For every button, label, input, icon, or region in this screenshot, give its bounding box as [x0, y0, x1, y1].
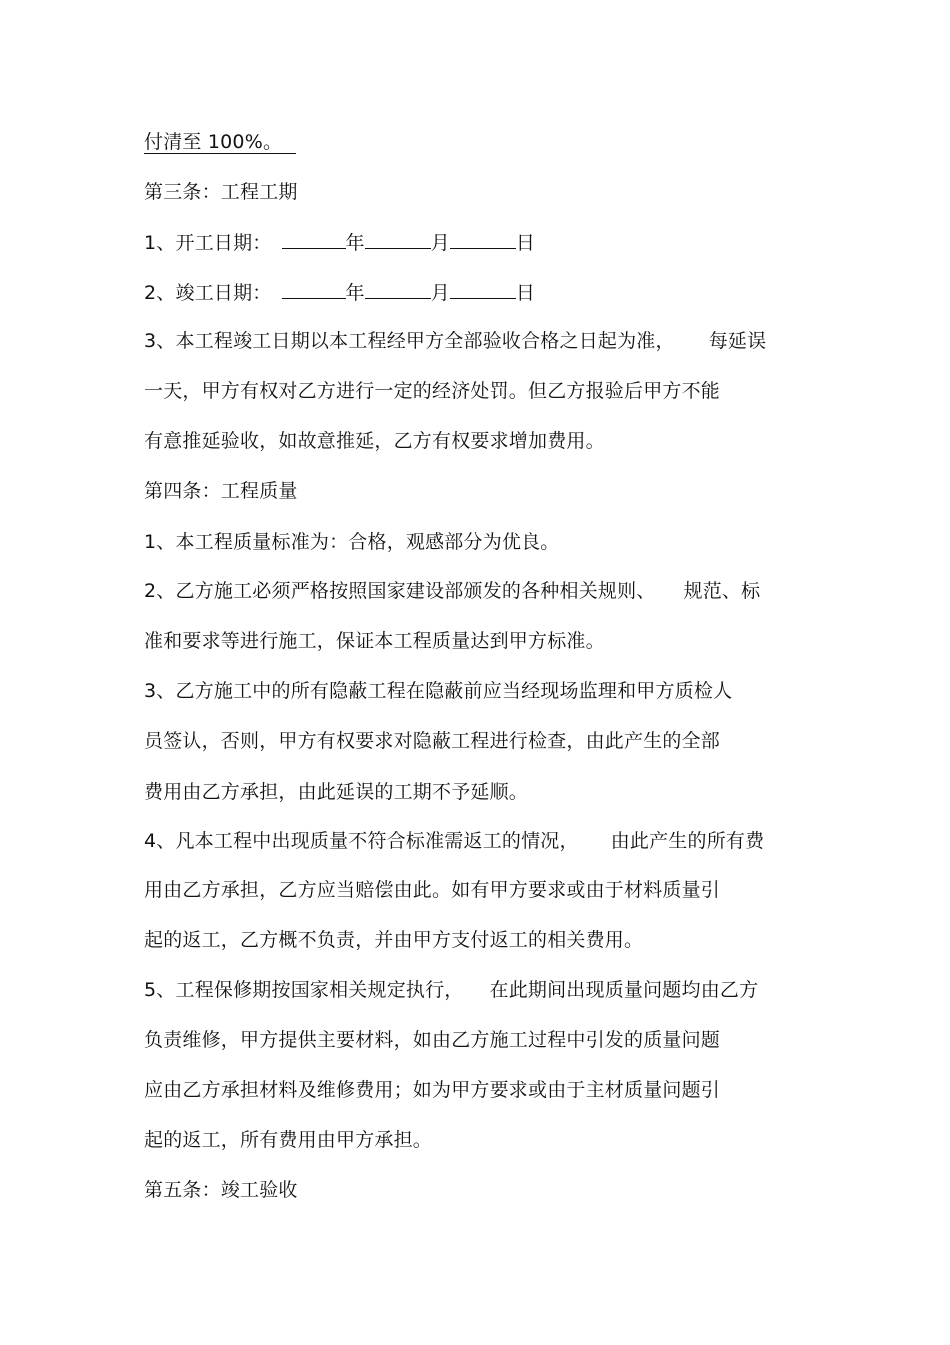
start-date-line — [144, 229, 535, 256]
paragraph-line: 负责维修，甲方提供主要材料，如由乙方施工过程中引发的质量问题 — [144, 1029, 721, 1051]
year-blank — [282, 229, 346, 249]
year-unit: 年 — [345, 232, 365, 254]
month-blank — [365, 279, 431, 299]
article-5-heading: 第五条：竣工验收 — [144, 1179, 298, 1201]
paragraph-line — [144, 328, 766, 354]
paragraph-line: 1、本工程质量标准为：合格，观感部分为优良。 — [144, 531, 560, 553]
text-segment: 2、乙方施工必须严格按照国家建设部颁发的各种相关规则、 — [144, 580, 656, 602]
completion-date-label: 2、竣工日期： — [144, 282, 272, 304]
paragraph-line: 起的返工，乙方概不负责，并由甲方支付返工的相关费用。 — [144, 929, 644, 951]
text-segment: 3、本工程竣工日期以本工程经甲方全部验收合格之日起为准， — [144, 330, 675, 352]
month-unit: 月 — [430, 282, 450, 304]
paid-line — [144, 129, 296, 155]
paragraph-line — [144, 578, 760, 604]
article-3-heading: 第三条：工程工期 — [144, 181, 298, 203]
paragraph-line: 起的返工，所有费用由甲方承担。 — [144, 1129, 433, 1151]
paragraph-line: 3、乙方施工中的所有隐蔽工程在隐蔽前应当经现场监理和甲方质检人 — [144, 680, 733, 702]
paragraph-line: 准和要求等进行施工，保证本工程质量达到甲方标准。 — [144, 630, 605, 652]
month-blank — [365, 229, 431, 249]
text-segment: 由此产生的所有费 — [610, 830, 765, 852]
start-date-label: 1、开工日期： — [144, 232, 272, 254]
paragraph-line — [144, 828, 764, 854]
text-segment: 规范、标 — [683, 580, 761, 602]
text-segment: 每延误 — [708, 330, 767, 352]
text-segment: 5、工程保修期按国家相关规定执行， — [144, 979, 464, 1001]
year-blank — [282, 279, 346, 299]
day-blank — [450, 229, 516, 249]
paragraph-line: 员签认，否则，甲方有权要求对隐蔽工程进行检查，由此产生的全部 — [144, 730, 721, 752]
year-unit: 年 — [345, 282, 365, 304]
text-segment: 在此期间出现质量问题均由乙方 — [489, 979, 759, 1001]
paragraph-line: 应由乙方承担材料及维修费用；如为甲方要求或由于主材质量问题引 — [144, 1079, 721, 1101]
month-unit: 月 — [430, 232, 450, 254]
paid-text: 付清至 100%。 — [144, 131, 296, 154]
text-segment: 4、凡本工程中出现质量不符合标准需返工的情况， — [144, 830, 579, 852]
day-unit: 日 — [515, 232, 536, 254]
paragraph-line: 一天，甲方有权对乙方进行一定的经济处罚。但乙方报验后甲方不能 — [144, 380, 721, 402]
completion-date-line — [144, 279, 535, 306]
article-4-heading: 第四条：工程质量 — [144, 480, 298, 502]
paragraph-line — [144, 977, 758, 1003]
day-unit: 日 — [515, 282, 536, 304]
paragraph-line: 费用由乙方承担，由此延误的工期不予延顺。 — [144, 781, 529, 803]
day-blank — [450, 279, 516, 299]
paragraph-line: 有意推延验收，如故意推延，乙方有权要求增加费用。 — [144, 430, 605, 452]
paragraph-line: 用由乙方承担，乙方应当赔偿由此。如有甲方要求或由于材料质量引 — [144, 879, 721, 901]
